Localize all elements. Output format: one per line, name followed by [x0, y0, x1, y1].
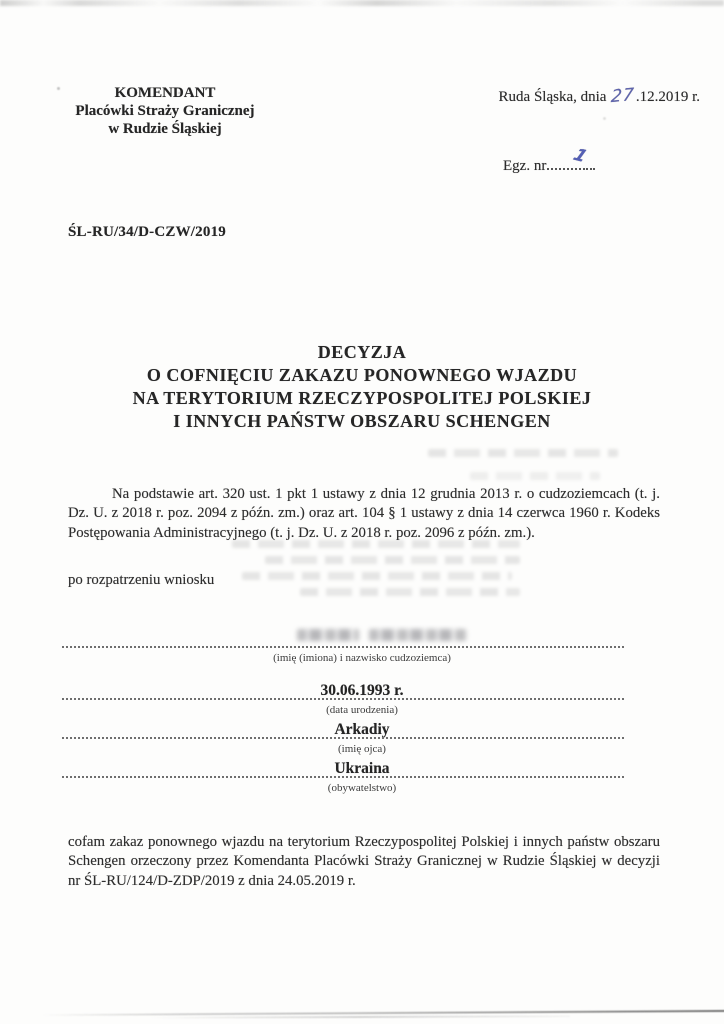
redaction-blur — [297, 629, 359, 641]
issuer-line-city: w Rudzie Śląskiej — [108, 121, 222, 137]
after-request-line: po rozpatrzeniu wniosku — [68, 572, 215, 588]
field-citizenship: Ukraina — [334, 760, 390, 777]
dotted-rule-citizenship — [62, 776, 624, 778]
field-birth-date: 30.06.1993 r. — [320, 682, 404, 699]
copy-number-label: Egz. nr — [503, 158, 547, 174]
dotted-rule-father-name — [62, 737, 624, 739]
decision-paragraph: cofam zakaz ponownego wjazdu na terytorium Rzeczypospolitej Polskiej i innych państw obszaru Schengen orzeczony przez Komendanta Placówki Straży Granicznej w Rudzie Śląskiej w decyzji nr ŚL-RU/124/D-ZDP/2019 z dnia 24.05.2019 r. — [68, 834, 660, 889]
scan-speck — [603, 117, 606, 120]
dotted-rule-name — [62, 646, 624, 648]
redacted-foreigner-name — [297, 629, 467, 643]
dotted-leader — [547, 145, 591, 170]
case-reference-number: ŚL-RU/34/D-CZW/2019 — [68, 224, 226, 240]
scan-smear-bottom — [150, 1015, 570, 1018]
title-line-4: I INNYCH PAŃSTW OBSZARU SCHENGEN — [173, 411, 551, 431]
date-prefix: Ruda Śląska, dnia — [498, 89, 607, 105]
caption-father-name: (imię ojca) — [338, 743, 386, 755]
document-title — [30, 341, 694, 433]
bleed-through-text — [428, 449, 618, 465]
legal-basis-paragraph: Na podstawie art. 320 ust. 1 pkt 1 ustawy z dnia 12 grudnia 2013 r. o cudzoziemcach (t. j. Dz. U. z 2018 r. poz. 2094 z późn. zm.) oraz art. 104 § 1 ustawy z dnia 14 czerwca 1960 r. Kodeks Postępowania Administracyjnego (t. j. Dz. U. z 2018 r. poz. 2096 z późn. zm.). — [68, 486, 660, 541]
caption-citizenship: (obywatelstwo) — [327, 782, 397, 794]
title-line-3: NA TERYTORIUM RZECZYPOSPOLITEJ POLSKIEJ — [132, 388, 592, 408]
bleed-through-text — [232, 540, 520, 604]
date-suffix: .12.2019 r. — [635, 89, 700, 105]
title-line-2: O COFNIĘCIU ZAKAZU PONOWNEGO WJAZDU — [146, 365, 578, 385]
redaction-blur — [369, 629, 467, 641]
caption-name: (imię (imiona) i nazwisko cudzoziemca) — [273, 652, 451, 664]
place-and-date-line — [499, 86, 700, 107]
issuer-line-unit: Placówki Straży Granicznej — [75, 103, 255, 119]
caption-birth-date: (data urodzenia) — [326, 704, 398, 716]
copy-number-line — [503, 145, 595, 175]
letterhead-issuer — [58, 84, 272, 138]
title-line-1: DECYZJA — [317, 342, 407, 362]
field-father-name: Arkadiy — [334, 721, 390, 738]
issuer-line-komendant: KOMENDANT — [114, 85, 216, 101]
handwritten-day: 27 — [610, 84, 636, 108]
scan-edge-artifact-top — [0, 0, 724, 6]
dotted-rule-birth-date — [62, 698, 624, 700]
handwritten-copy-number: 1 — [570, 145, 591, 167]
